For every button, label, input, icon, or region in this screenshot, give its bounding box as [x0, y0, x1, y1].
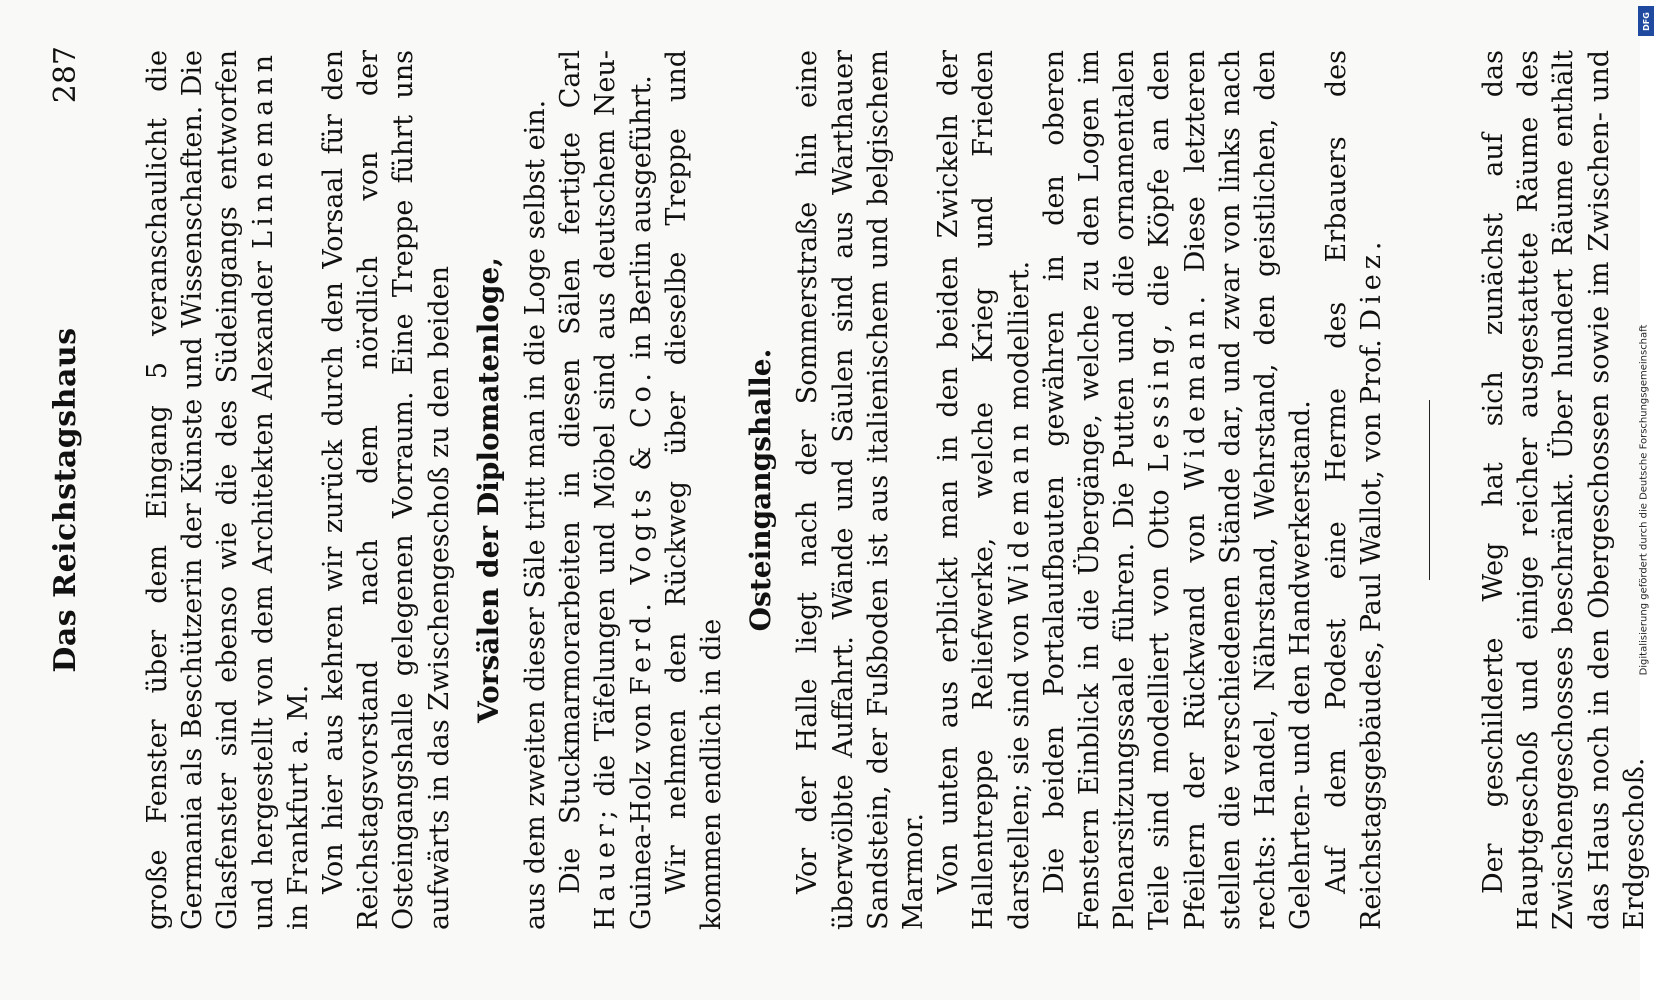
- paragraph-text: Die Stuckmarmorarbeiten in diesen Sälen fertigte Carl: [555, 50, 587, 894]
- spaced-name: Diez: [1355, 250, 1387, 331]
- spaced-name: Widemann: [1003, 418, 1035, 605]
- paragraph-text: Von unten aus erblickt man in den beiden Zwickeln der Hallentreppe Reliefwerke, welche Krieg und Frieden darstellen; sie sind von: [933, 50, 1035, 930]
- paragraph-text: in Frankfurt a. M.: [282, 684, 314, 930]
- paragraph-vorsaal: Von hier aus kehren wir zurück durch den Vorsaal für den Reichstagsvorstand nach dem nördlich von der Osteingangshalle gelegenen Vorraum. Eine Treppe führt uns aufwärts in das Zwischengeschoß zu den beiden: [318, 50, 455, 930]
- spaced-name: Hauer: [590, 819, 622, 930]
- spaced-name: Ferd. Vogts & Co.: [625, 368, 657, 696]
- paragraph-text: in Berlin ausgeführt.: [625, 75, 657, 360]
- paragraph-portalaufbauten: [1037, 50, 1319, 930]
- paragraph-stuckmarmor: [553, 50, 659, 930]
- digitization-credit: [1632, 0, 1656, 1000]
- page-number: 287: [48, 46, 83, 104]
- section-divider: [1429, 400, 1430, 580]
- paragraph-auffahrt: Vor der Halle liegt nach der Sommerstraße hin eine überwölbte Auffahrt. Wände und Säulen sind aus Warthauer Sandstein, der Fußboden ist aus italienischem und belgischem Marmor.: [792, 50, 930, 930]
- spaced-name: Lessing: [1144, 332, 1176, 473]
- paragraph-reliefwerke: [931, 50, 1037, 930]
- paragraph-text: Die beiden Portalaufbauten gewähren in den oberen Fenstern Einblick in die Übergänge, welche zu den Logen im Plenarsitzungssaale führen. Die Putten und die ornamentalen Teile sind modelliert von Otto: [1038, 50, 1176, 930]
- running-title: Das Reichstagshaus: [48, 327, 83, 673]
- paragraph-text: , die Köpfe an den Pfeilern der Rückwand von: [1144, 50, 1211, 930]
- paragraph-herme: [1319, 50, 1389, 930]
- section-heading-diplomatenloge: Vorsälen der Diplomatenloge,: [471, 256, 505, 724]
- paragraph-loge: aus dem zweiten dieser Säle tritt man in die Loge selbst ein.: [520, 99, 552, 930]
- spaced-name: Widemann: [1179, 304, 1211, 491]
- paragraph-text: . Diese letzteren stellen die verschiedenen Stände dar, und zwar von links nach rechts: Handel, Nährstand, Wehrstand, den geistlichen, den Gelehrten- und den Handwerkerstand.: [1179, 50, 1317, 930]
- paragraph-rueckweg: Wir nehmen den Rückweg über dieselbe Treppe und kommen endlich in die: [660, 50, 728, 930]
- paragraph-germania: [140, 50, 316, 930]
- dfg-logo-text: DFG: [1641, 11, 1651, 31]
- spaced-name: Linnemann: [247, 50, 279, 249]
- paragraph-summary: Der geschilderte Weg hat sich zunächst auf das Hauptgeschoß und einige reicher ausgestattete Räume des Zwischengeschosses beschränkt. Über hundert Räume enthält das Haus noch in den Obergeschossen sowie im Zwischen- und Erdgeschoß.: [1477, 50, 1650, 930]
- paragraph-text: große Fenster über dem Eingang 5 veranschaulicht die Germania als Beschützerin der Künste und Wissenschaften. Die Glasfenster sind ebenso wie die des Südeingangs entworfen und hergestellt von dem Architekten Alexander: [142, 50, 279, 930]
- page-body: [140, 50, 1652, 930]
- section-heading-osteingangshalle: Osteingangshalle.: [744, 348, 778, 632]
- paragraph-text: .: [1355, 241, 1387, 251]
- paragraph-text: modelliert.: [1003, 260, 1035, 411]
- paragraph-text: ; die Täfelungen und Möbel sind aus deutschem Neu-Guinea-Holz von: [590, 50, 657, 930]
- credit-text: Digitalisierung gefördert durch die Deutsche Forschungsgemeinschaft: [1638, 324, 1650, 676]
- paragraph-text: Auf dem Podest eine Herme des Erbauers des Reichstagsgebäudes, Paul Wallot, von Prof.: [1320, 50, 1387, 930]
